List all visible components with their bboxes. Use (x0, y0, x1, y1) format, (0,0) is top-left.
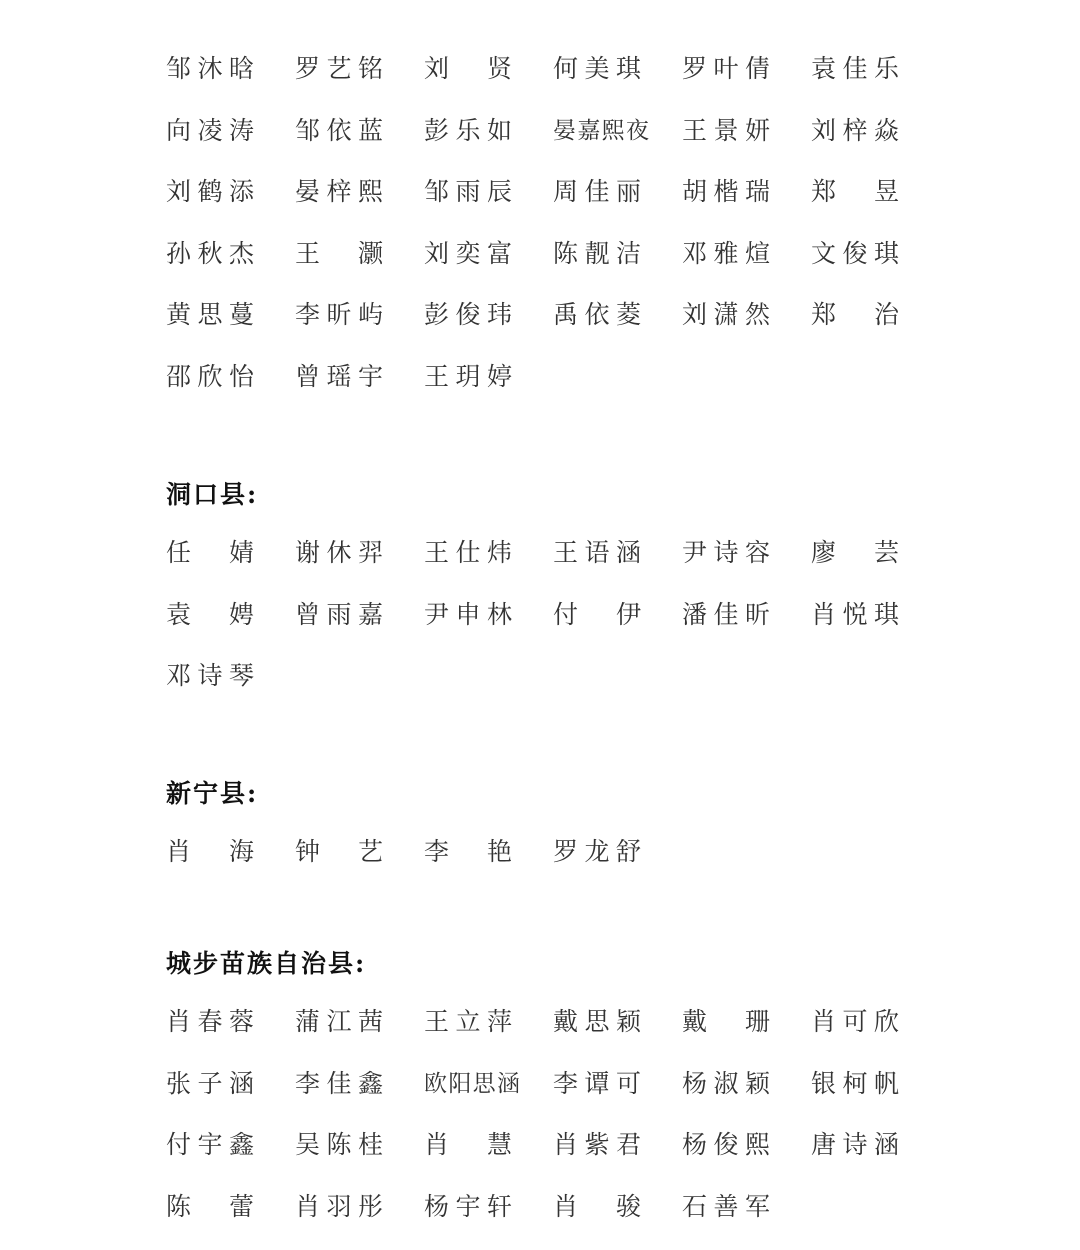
name-entry: 刘 潇 然 (682, 300, 770, 329)
name-entry: 陈 靓 洁 (553, 238, 641, 268)
name-entry: 彭 乐 如 (424, 115, 512, 145)
name-entry: 邓 诗 琴 (166, 661, 254, 690)
name-entry: 周 佳 丽 (553, 177, 641, 206)
name-entry: 张 子 涵 (166, 1068, 254, 1098)
name-entry: 刘 鹤 添 (166, 177, 254, 206)
name-entry: 文 俊 琪 (811, 238, 899, 268)
name-entry: 肖 海 (166, 837, 254, 866)
name-entry: 刘 奕 富 (424, 238, 512, 268)
name-entry: 郑 治 (811, 300, 899, 329)
name-entry: 向 凌 涛 (166, 115, 254, 145)
name-entry: 禹 依 菱 (553, 300, 641, 329)
name-entry: 肖 春 蓉 (166, 1007, 254, 1036)
section-heading: 洞口县: (166, 480, 259, 509)
name-entry: 胡 楷 瑞 (682, 177, 770, 206)
name-entry: 廖 芸 (811, 538, 899, 567)
name-entry: 王 立 萍 (424, 1007, 512, 1036)
name-entry: 邵 欣 怡 (166, 361, 254, 391)
name-entry: 杨 宇 轩 (424, 1191, 512, 1221)
name-entry: 戴 珊 (682, 1007, 770, 1036)
name-entry: 陈 蕾 (166, 1191, 254, 1221)
name-grid (166, 533, 926, 718)
name-entry: 邹 雨 辰 (424, 177, 512, 206)
name-entry: 肖 可 欣 (811, 1007, 899, 1036)
name-entry: 付 宇 鑫 (166, 1130, 254, 1159)
name-entry: 肖 悦 琪 (811, 599, 899, 629)
name-entry: 谢 休 羿 (295, 538, 383, 567)
name-entry: 杨 俊 熙 (682, 1130, 770, 1159)
name-entry: 晏 梓 熙 (295, 177, 383, 206)
name-entry: 任 婧 (166, 538, 254, 567)
name-grid (166, 49, 926, 418)
name-entry: 唐 诗 涵 (811, 1130, 899, 1159)
name-entry: 王 玥 婷 (424, 361, 512, 391)
name-entry: 何 美 琪 (553, 54, 641, 83)
section-dongkou (166, 475, 926, 718)
section-xinning (166, 774, 926, 894)
name-entry: 肖 紫 君 (553, 1130, 641, 1159)
name-entry: 邹 依 蓝 (295, 115, 383, 145)
name-entry: 李 谭 可 (553, 1068, 641, 1098)
name-entry: 石 善 军 (682, 1191, 770, 1221)
name-grid (166, 1002, 926, 1248)
name-entry: 潘 佳 昕 (682, 599, 770, 629)
name-entry: 彭 俊 玮 (424, 300, 512, 329)
name-entry: 蒲 江 茜 (295, 1007, 383, 1036)
name-entry: 郑 昱 (811, 177, 899, 206)
name-entry: 尹 诗 容 (682, 538, 770, 567)
name-entry: 孙 秋 杰 (166, 238, 254, 268)
name-entry: 刘 贤 (424, 54, 512, 83)
name-entry: 曾 瑶 宇 (295, 361, 383, 391)
name-grid (166, 832, 926, 894)
name-entry: 钟 艺 (295, 837, 383, 866)
name-entry: 肖 羽 彤 (295, 1191, 383, 1221)
name-entry: 李 佳 鑫 (295, 1068, 383, 1098)
name-entry: 李 昕 屿 (295, 300, 383, 329)
name-entry: 邓 雅 煊 (682, 238, 770, 268)
name-entry: 王 灏 (295, 238, 383, 268)
name-entry: 曾 雨 嘉 (295, 599, 383, 629)
name-entry: 吴 陈 桂 (295, 1130, 383, 1159)
name-entry: 肖 骏 (553, 1191, 641, 1221)
name-entry: 付 伊 (553, 599, 641, 629)
name-entry: 刘 梓 焱 (811, 115, 899, 145)
name-entry: 罗 龙 舒 (553, 837, 641, 866)
name-entry: 戴 思 颖 (553, 1007, 641, 1036)
section-heading: 新宁县: (166, 779, 259, 808)
name-entry: 李 艳 (424, 837, 512, 866)
section-heading: 城步苗族自治县: (166, 949, 367, 978)
name-entry: 晏 嘉 熙 夜 (553, 117, 649, 144)
name-entry: 黄 思 蔓 (166, 300, 254, 329)
section-chengbu (166, 944, 926, 1248)
name-entry: 袁 娉 (166, 599, 254, 629)
name-entry: 邹 沐 晗 (166, 54, 254, 83)
name-entry: 肖 慧 (424, 1130, 512, 1159)
name-entry: 尹 申 林 (424, 599, 512, 629)
name-entry: 王 仕 炜 (424, 538, 512, 567)
section-top (166, 49, 926, 418)
name-entry: 罗 叶 倩 (682, 54, 770, 83)
name-entry: 罗 艺 铭 (295, 54, 383, 83)
name-entry: 杨 淑 颖 (682, 1068, 770, 1098)
name-entry: 王 景 妍 (682, 115, 770, 145)
name-entry: 王 语 涵 (553, 538, 641, 567)
name-entry: 银 柯 帆 (811, 1068, 899, 1098)
name-entry: 袁 佳 乐 (811, 54, 899, 83)
name-entry: 欧 阳 思 涵 (424, 1070, 520, 1097)
